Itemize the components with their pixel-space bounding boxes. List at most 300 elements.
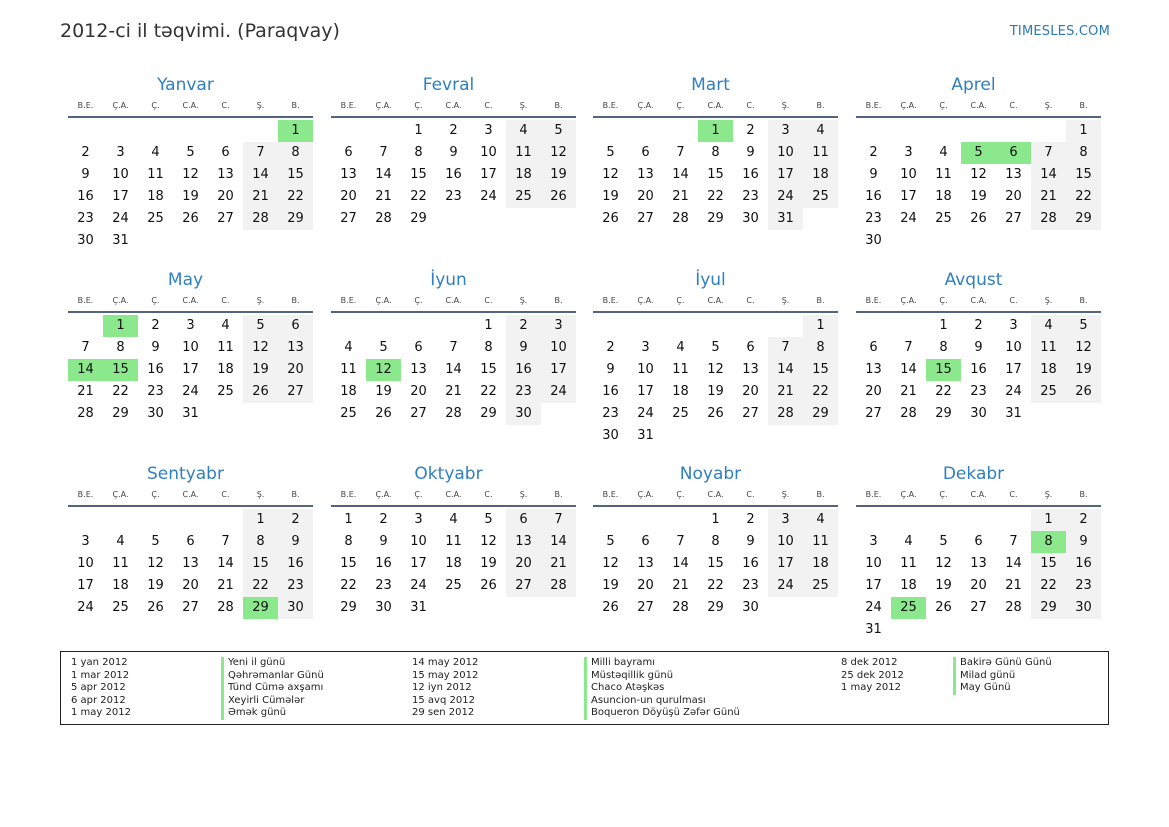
- empty-cell: [996, 120, 1031, 142]
- weekday-label: Ş.: [781, 490, 790, 499]
- day-cell: 6: [414, 340, 423, 355]
- weekday-label: B.: [816, 296, 825, 305]
- day-cell: 31: [768, 208, 803, 230]
- day-cell: 7: [243, 142, 278, 164]
- day-cell: 11: [445, 534, 462, 549]
- day-cell: 22: [707, 189, 724, 204]
- day-cell: 17: [637, 384, 654, 399]
- day-cell: 29: [410, 211, 427, 226]
- day-cell: 19: [375, 384, 392, 399]
- weekday-label: C.A.: [970, 490, 987, 499]
- day-cell: 13: [970, 556, 987, 571]
- day-cell: 15: [480, 362, 497, 377]
- day-cell: 13: [637, 556, 654, 571]
- weekday-label: C.A.: [707, 296, 724, 305]
- weekday-label: Ç.: [151, 296, 160, 305]
- day-cell: 4: [344, 340, 353, 355]
- day-cell: 30: [742, 600, 759, 615]
- month-name: Noyabr: [679, 464, 742, 484]
- holiday-date: 15 may 2012: [412, 669, 479, 681]
- day-cell: 25: [147, 211, 164, 226]
- weekday-label: C.: [221, 490, 230, 499]
- day-cell: 28: [541, 575, 576, 597]
- weekday-label: C.A.: [182, 490, 199, 499]
- day-cell: 10: [410, 534, 427, 549]
- day-cell: 14: [541, 531, 576, 553]
- weekday-label: C.: [746, 490, 755, 499]
- day-cell: 17: [900, 189, 917, 204]
- day-cell: 7: [768, 337, 803, 359]
- day-cell: 3: [541, 315, 576, 337]
- day-cell: 31: [865, 622, 882, 637]
- day-cell: 27: [217, 211, 234, 226]
- day-cell: 22: [112, 384, 129, 399]
- day-cell: 17: [410, 556, 427, 571]
- day-cell: 10: [77, 556, 94, 571]
- weekday-header: [856, 487, 1101, 507]
- day-cell: 17: [112, 189, 129, 204]
- day-cell: 2: [151, 318, 160, 333]
- day-cell: 24: [900, 211, 917, 226]
- day-cell: 29: [707, 211, 724, 226]
- day-cell: 30: [602, 428, 619, 443]
- day-cell: 9: [81, 167, 90, 182]
- empty-cell: [366, 315, 401, 337]
- day-cell: 5: [243, 315, 278, 337]
- holiday-name: May Günü: [953, 682, 1052, 695]
- day-cell: 5: [939, 534, 948, 549]
- holiday-dates-column: [841, 657, 904, 695]
- day-cell: 21: [900, 384, 917, 399]
- holiday-date: 1 may 2012: [71, 707, 131, 719]
- empty-cell: [926, 509, 961, 531]
- day-cell: 24: [865, 600, 882, 615]
- day-cell: 1: [484, 318, 493, 333]
- day-cell: 18: [147, 189, 164, 204]
- empty-cell: [173, 509, 208, 531]
- day-cell: 16: [602, 384, 619, 399]
- weekday-label: Ş.: [519, 296, 528, 305]
- day-cell: 23: [77, 211, 94, 226]
- day-cell: 2: [974, 318, 983, 333]
- weekday-label: Ç.: [676, 101, 685, 110]
- day-cell: 16: [77, 189, 94, 204]
- empty-cell: [856, 315, 891, 337]
- day-cell: 27: [410, 406, 427, 421]
- day-cell: 9: [278, 531, 313, 553]
- day-cell: 16: [1066, 553, 1101, 575]
- day-cell: 4: [151, 145, 160, 160]
- day-cell: 10: [112, 167, 129, 182]
- month-name: Aprel: [951, 75, 996, 95]
- weekday-header: [68, 98, 313, 118]
- empty-cell: [401, 315, 436, 337]
- day-cell: 28: [375, 211, 392, 226]
- day-cell: 5: [606, 145, 615, 160]
- day-cell: 29: [935, 406, 952, 421]
- day-cell: 28: [672, 600, 689, 615]
- empty-cell: [663, 120, 698, 142]
- weekday-label: C.A.: [445, 101, 462, 110]
- day-cell: 6: [746, 340, 755, 355]
- weekday-label: Ş.: [1044, 296, 1053, 305]
- weekday-label: B.: [291, 490, 300, 499]
- weekday-label: B.E.: [865, 101, 882, 110]
- empty-cell: [68, 315, 103, 337]
- day-cell: 23: [1066, 575, 1101, 597]
- day-cell: 29: [112, 406, 129, 421]
- holiday-date: 5 apr 2012: [71, 682, 126, 694]
- day-cell: 26: [182, 211, 199, 226]
- weekday-label: B.: [1079, 101, 1088, 110]
- day-cell: 20: [742, 384, 759, 399]
- day-cell: 25: [672, 406, 689, 421]
- day-cell: 13: [182, 556, 199, 571]
- day-cell: 20: [637, 578, 654, 593]
- day-cell: 15: [1066, 164, 1101, 186]
- day-cell: 13: [506, 531, 541, 553]
- day-cell: 6: [974, 534, 983, 549]
- weekday-label: Ş.: [256, 296, 265, 305]
- month-6: [323, 267, 568, 425]
- weekday-label: Ç.: [676, 490, 685, 499]
- day-cell: 21: [375, 189, 392, 204]
- weekday-label: Ç.: [939, 490, 948, 499]
- day-cell: 3: [414, 512, 423, 527]
- weekday-header: [593, 293, 838, 313]
- weekday-label: Ç.A.: [637, 490, 654, 499]
- day-cell: 8: [414, 145, 423, 160]
- day-cell: 24: [768, 186, 803, 208]
- day-cell: 28: [445, 406, 462, 421]
- weekday-label: C.: [1009, 296, 1018, 305]
- day-cell: 14: [672, 167, 689, 182]
- day-cell: 31: [410, 600, 427, 615]
- holiday-name: Əmək günü: [221, 707, 324, 720]
- day-cell: 1: [1031, 509, 1066, 531]
- day-cell: 13: [217, 167, 234, 182]
- empty-cell: [891, 315, 926, 337]
- day-cell: 17: [768, 164, 803, 186]
- day-cell: 18: [340, 384, 357, 399]
- weekday-label: Ç.: [939, 101, 948, 110]
- day-cell: 13: [340, 167, 357, 182]
- day-cell: 25: [506, 186, 541, 208]
- day-cell: 15: [1031, 553, 1066, 575]
- weekday-label: Ç.: [414, 490, 423, 499]
- day-cell: 19: [602, 189, 619, 204]
- day-cell: 4: [803, 509, 838, 531]
- empty-cell: [593, 120, 628, 142]
- holiday-day-cell: 15: [926, 359, 961, 381]
- month-name: Avqust: [944, 270, 1003, 290]
- day-cell: 30: [147, 406, 164, 421]
- day-cell: 5: [379, 340, 388, 355]
- day-cell: 10: [182, 340, 199, 355]
- day-cell: 20: [217, 189, 234, 204]
- empty-cell: [926, 120, 961, 142]
- day-cell: 24: [637, 406, 654, 421]
- day-cell: 11: [803, 531, 838, 553]
- holiday-date: 1 may 2012: [841, 682, 901, 694]
- weekday-label: C.: [746, 296, 755, 305]
- weekday-label: C.: [484, 490, 493, 499]
- day-cell: 29: [1066, 208, 1101, 230]
- empty-cell: [331, 315, 366, 337]
- day-cell: 24: [541, 381, 576, 403]
- day-cell: 11: [147, 167, 164, 182]
- day-cell: 10: [480, 145, 497, 160]
- day-cell: 23: [970, 384, 987, 399]
- day-cell: 9: [379, 534, 388, 549]
- day-cell: 25: [340, 406, 357, 421]
- weekday-label: Ç.A.: [112, 296, 129, 305]
- day-cell: 31: [1005, 406, 1022, 421]
- day-cell: 23: [742, 578, 759, 593]
- day-cell: 10: [768, 531, 803, 553]
- day-cell: 23: [742, 189, 759, 204]
- holiday-day-cell: 8: [1031, 531, 1066, 553]
- day-cell: 24: [410, 578, 427, 593]
- day-cell: 27: [637, 211, 654, 226]
- day-cell: 22: [707, 578, 724, 593]
- day-cell: 6: [506, 509, 541, 531]
- month-7: [585, 267, 830, 447]
- day-cell: 15: [803, 359, 838, 381]
- weekday-label: B.E.: [602, 490, 619, 499]
- holiday-day-cell: 6: [996, 142, 1031, 164]
- month-name: Yanvar: [157, 75, 214, 95]
- day-cell: 2: [449, 123, 458, 138]
- holiday-name: Asuncion-un qurulması: [584, 695, 740, 708]
- day-cell: 5: [186, 145, 195, 160]
- day-cell: 23: [445, 189, 462, 204]
- weekday-label: B.: [816, 490, 825, 499]
- day-cell: 22: [1066, 186, 1101, 208]
- weekday-label: B.: [554, 490, 563, 499]
- holiday-name: Boqueron Döyüşü Zəfər Günü: [584, 707, 740, 720]
- day-cell: 2: [506, 315, 541, 337]
- weekday-label: B.: [291, 296, 300, 305]
- day-cell: 23: [375, 578, 392, 593]
- day-cell: 11: [803, 142, 838, 164]
- day-cell: 22: [278, 186, 313, 208]
- day-cell: 3: [869, 534, 878, 549]
- weekday-label: B.: [554, 101, 563, 110]
- empty-cell: [68, 120, 103, 142]
- empty-cell: [961, 120, 996, 142]
- day-cell: 1: [803, 315, 838, 337]
- holiday-name: Bakirə Günü Günü: [953, 657, 1052, 670]
- day-cell: 7: [541, 509, 576, 531]
- weekday-label: C.: [221, 296, 230, 305]
- day-cell: 3: [768, 120, 803, 142]
- day-cell: 7: [1009, 534, 1018, 549]
- holiday-date: 15 avq 2012: [412, 694, 475, 706]
- day-cell: 9: [1066, 531, 1101, 553]
- day-cell: 29: [1031, 597, 1066, 619]
- empty-cell: [996, 509, 1031, 531]
- day-cell: 19: [541, 164, 576, 186]
- weekday-header: [593, 487, 838, 507]
- weekday-label: B.E.: [602, 296, 619, 305]
- day-cell: 10: [1005, 340, 1022, 355]
- month-3: [585, 72, 830, 230]
- day-cell: 1: [939, 318, 948, 333]
- day-cell: 9: [746, 145, 755, 160]
- day-cell: 7: [904, 340, 913, 355]
- day-cell: 6: [869, 340, 878, 355]
- empty-cell: [628, 509, 663, 531]
- day-cell: 20: [340, 189, 357, 204]
- month-12: [848, 461, 1093, 641]
- day-cell: 7: [676, 534, 685, 549]
- day-cell: 12: [243, 337, 278, 359]
- day-cell: 3: [641, 340, 650, 355]
- day-cell: 10: [900, 167, 917, 182]
- day-cell: 19: [1066, 359, 1101, 381]
- day-cell: 8: [803, 337, 838, 359]
- day-cell: 17: [768, 553, 803, 575]
- day-cell: 28: [768, 403, 803, 425]
- holiday-date: 29 sen 2012: [412, 707, 475, 719]
- day-cell: 27: [1005, 211, 1022, 226]
- day-cell: 7: [379, 145, 388, 160]
- day-cell: 1: [344, 512, 353, 527]
- weekday-header: [856, 98, 1101, 118]
- empty-cell: [1031, 120, 1066, 142]
- day-cell: 20: [637, 189, 654, 204]
- weekday-label: Ş.: [519, 101, 528, 110]
- day-cell: 9: [506, 337, 541, 359]
- day-cell: 4: [904, 534, 913, 549]
- day-cell: 24: [768, 575, 803, 597]
- day-cell: 18: [445, 556, 462, 571]
- day-cell: 26: [970, 211, 987, 226]
- day-cell: 29: [803, 403, 838, 425]
- holiday-name: Milli bayramı: [584, 657, 740, 670]
- weekday-label: C.: [484, 101, 493, 110]
- day-cell: 5: [1066, 315, 1101, 337]
- day-cell: 25: [445, 578, 462, 593]
- day-cell: 24: [182, 384, 199, 399]
- month-name: Oktyabr: [414, 464, 483, 484]
- day-cell: 10: [768, 142, 803, 164]
- weekday-label: C.A.: [445, 296, 462, 305]
- day-cell: 1: [243, 509, 278, 531]
- day-cell: 26: [1066, 381, 1101, 403]
- holiday-name: Tünd Cümə axşamı: [221, 682, 324, 695]
- holiday-date: 1 mar 2012: [71, 669, 130, 681]
- day-cell: 26: [602, 600, 619, 615]
- day-cell: 21: [445, 384, 462, 399]
- day-cell: 2: [81, 145, 90, 160]
- day-cell: 25: [1031, 381, 1066, 403]
- day-cell: 20: [506, 553, 541, 575]
- day-cell: 29: [480, 406, 497, 421]
- weekday-label: B.E.: [340, 101, 357, 110]
- day-cell: 15: [707, 167, 724, 182]
- day-cell: 5: [606, 534, 615, 549]
- day-cell: 8: [1066, 142, 1101, 164]
- weekday-label: Ç.A.: [637, 296, 654, 305]
- day-cell: 21: [77, 384, 94, 399]
- day-cell: 13: [1005, 167, 1022, 182]
- day-cell: 30: [970, 406, 987, 421]
- day-cell: 18: [672, 384, 689, 399]
- empty-cell: [891, 509, 926, 531]
- weekday-label: Ş.: [781, 101, 790, 110]
- day-cell: 27: [637, 600, 654, 615]
- day-grid: [68, 313, 305, 425]
- empty-cell: [961, 509, 996, 531]
- weekday-label: Ç.A.: [900, 296, 917, 305]
- day-cell: 19: [480, 556, 497, 571]
- day-cell: 18: [803, 553, 838, 575]
- day-cell: 26: [541, 186, 576, 208]
- day-cell: 6: [278, 315, 313, 337]
- month-name: May: [167, 270, 204, 290]
- day-cell: 1: [414, 123, 423, 138]
- day-cell: 11: [900, 556, 917, 571]
- day-cell: 2: [746, 123, 755, 138]
- weekday-label: B.: [1079, 490, 1088, 499]
- weekday-header: [68, 293, 313, 313]
- day-cell: 21: [1031, 186, 1066, 208]
- day-cell: 2: [379, 512, 388, 527]
- day-cell: 2: [746, 512, 755, 527]
- weekday-label: B.E.: [77, 296, 94, 305]
- weekday-label: C.A.: [182, 296, 199, 305]
- day-cell: 9: [746, 534, 755, 549]
- day-cell: 26: [480, 578, 497, 593]
- day-cell: 23: [147, 384, 164, 399]
- day-cell: 3: [1009, 318, 1018, 333]
- day-cell: 14: [243, 164, 278, 186]
- weekday-label: C.: [484, 296, 493, 305]
- day-cell: 2: [278, 509, 313, 531]
- day-grid: [856, 507, 1093, 641]
- day-cell: 8: [711, 145, 720, 160]
- holiday-name: Müstəqillik günü: [584, 670, 740, 683]
- day-cell: 31: [112, 233, 129, 248]
- day-cell: 22: [480, 384, 497, 399]
- day-cell: 6: [186, 534, 195, 549]
- day-cell: 19: [147, 578, 164, 593]
- day-cell: 31: [637, 428, 654, 443]
- holiday-date: 25 dek 2012: [841, 669, 904, 681]
- empty-cell: [628, 315, 663, 337]
- day-cell: 23: [865, 211, 882, 226]
- day-cell: 3: [116, 145, 125, 160]
- day-cell: 26: [375, 406, 392, 421]
- day-cell: 10: [865, 556, 882, 571]
- weekday-label: Ş.: [519, 490, 528, 499]
- day-cell: 4: [939, 145, 948, 160]
- holiday-day-cell: 15: [103, 359, 138, 381]
- site-link[interactable]: TIMESLES.COM: [1009, 24, 1110, 39]
- day-cell: 19: [243, 359, 278, 381]
- month-11: [585, 461, 830, 619]
- day-cell: 12: [602, 167, 619, 182]
- empty-cell: [891, 120, 926, 142]
- day-cell: 20: [278, 359, 313, 381]
- day-cell: 17: [480, 167, 497, 182]
- day-cell: 13: [410, 362, 427, 377]
- day-cell: 23: [506, 381, 541, 403]
- day-cell: 2: [869, 145, 878, 160]
- day-cell: 8: [243, 531, 278, 553]
